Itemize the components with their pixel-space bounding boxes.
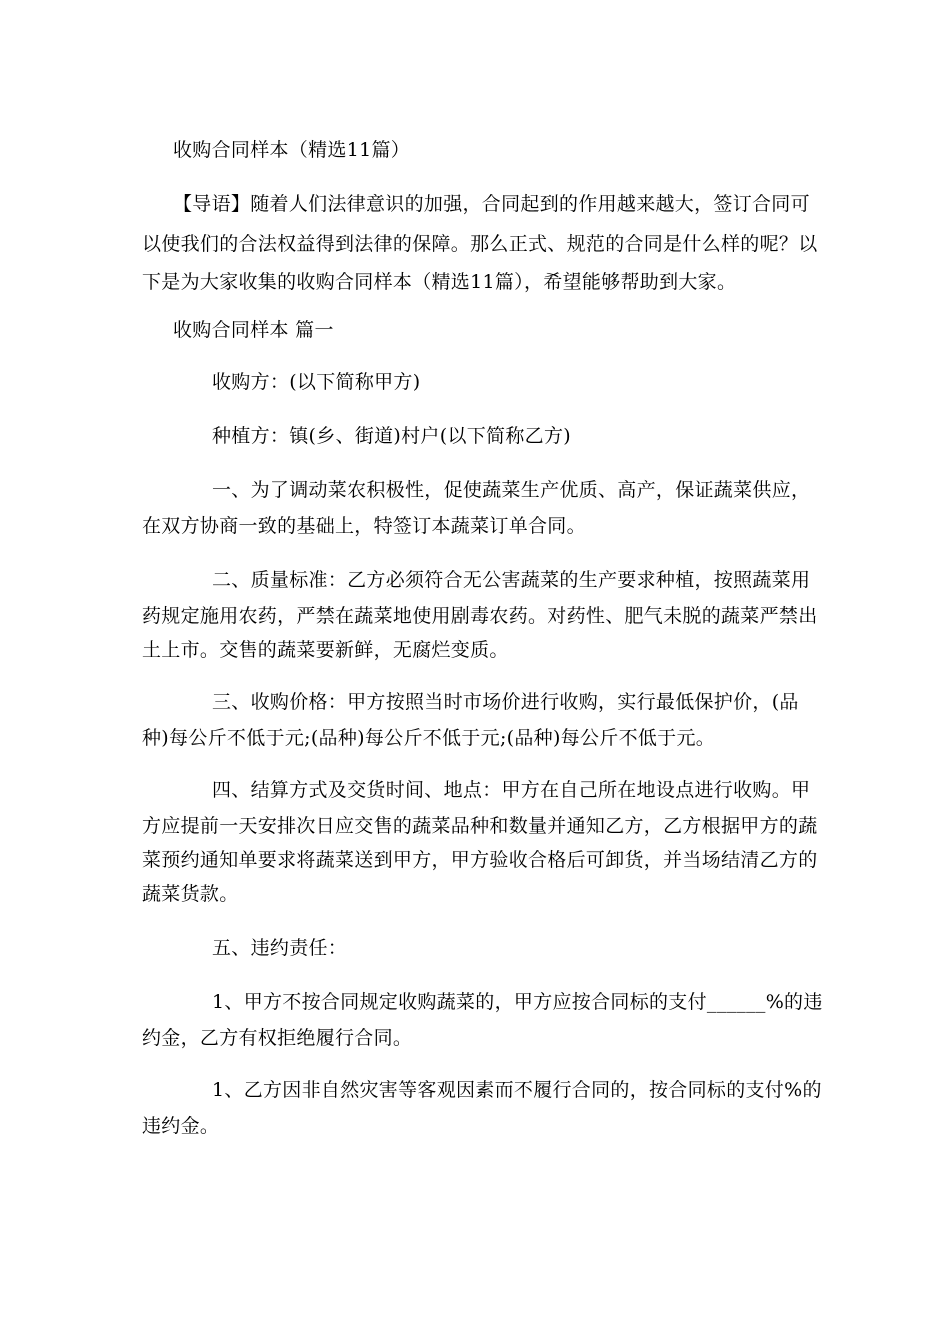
liability-item-1-line-2: 约金，乙方有权拒绝履行合同。: [142, 1027, 413, 1049]
section-heading: 收购合同样本 篇一: [173, 319, 334, 341]
clause-2-line-1: 二、质量标准：乙方必须符合无公害蔬菜的生产要求种植，按照蔬菜用: [212, 569, 811, 591]
intro-line-3: 下是为大家收集的收购合同样本（精选11篇），希望能够帮助到大家。: [142, 271, 737, 293]
clause-1-line-1: 一、为了调动菜农积极性，促使蔬菜生产优质、高产，保证蔬菜供应，: [212, 479, 811, 501]
clause-4-line-3: 菜预约通知单要求将蔬菜送到甲方，甲方验收合格后可卸货，并当场结清乙方的: [142, 849, 818, 871]
liability-item-1-line-1: 1、甲方不按合同规定收购蔬菜的，甲方应按合同标的支付______%的违: [212, 991, 823, 1013]
clause-1-line-2: 在双方协商一致的基础上，特签订本蔬菜订单合同。: [142, 515, 586, 537]
intro-line-1: 【导语】随着人们法律意识的加强，合同起到的作用越来越大，签订合同可: [173, 193, 810, 215]
grower-party: 种植方：镇(乡、街道)村户(以下简称乙方): [212, 425, 571, 447]
clause-4-line-4: 蔬菜货款。: [142, 883, 239, 905]
liability-item-2-line-2: 违约金。: [142, 1115, 220, 1137]
clause-2-line-3: 土上市。交售的蔬菜要新鲜，无腐烂变质。: [142, 639, 509, 661]
clause-4-line-1: 四、结算方式及交货时间、地点：甲方在自己所在地设点进行收购。甲: [212, 779, 811, 801]
liability-heading: 五、违约责任：: [212, 937, 348, 959]
clause-3-line-1: 三、收购价格：甲方按照当时市场价进行收购，实行最低保护价，(品: [212, 691, 799, 713]
clause-3-line-2: 种)每公斤不低于元;(品种)每公斤不低于元;(品种)每公斤不低于元。: [142, 727, 716, 749]
buyer-party: 收购方：(以下简称甲方): [212, 371, 421, 393]
clause-4-line-2: 方应提前一天安排次日应交售的蔬菜品种和数量并通知乙方，乙方根据甲方的蔬: [142, 815, 818, 837]
intro-line-2: 以使我们的合法权益得到法律的保障。那么正式、规范的合同是什么样的呢？以: [142, 233, 818, 255]
liability-item-2-line-1: 1、乙方因非自然灾害等客观因素而不履行合同的，按合同标的支付%的: [212, 1079, 822, 1101]
document-title: 收购合同样本（精选11篇）: [173, 139, 411, 161]
clause-2-line-2: 药规定施用农药，严禁在蔬菜地使用剧毒农药。对药性、肥气未脱的蔬菜严禁出: [142, 605, 818, 627]
